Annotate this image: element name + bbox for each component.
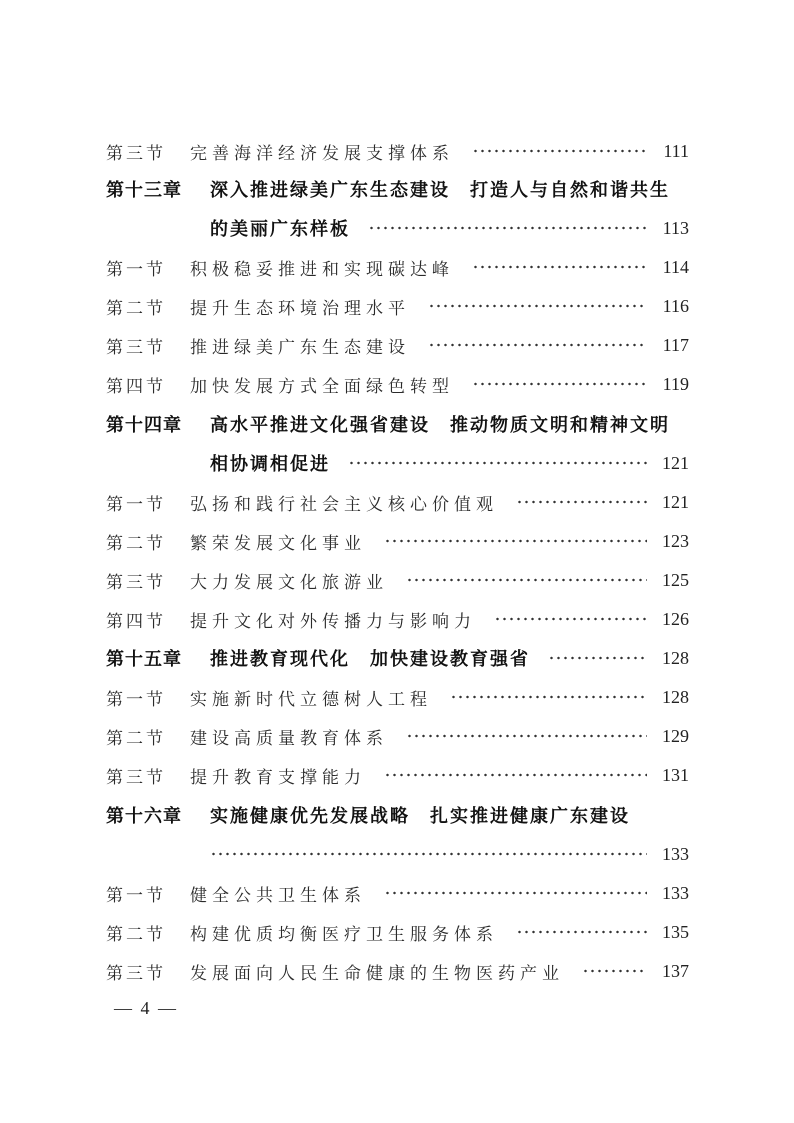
section-title: 大力发展文化旅游业 bbox=[190, 572, 388, 593]
toc-entry[interactable] bbox=[0, 915, 794, 949]
leader-dots bbox=[516, 500, 647, 504]
leader-dots bbox=[582, 969, 647, 973]
chapter-number: 第十六章 bbox=[106, 806, 182, 827]
toc-entry[interactable] bbox=[0, 602, 794, 636]
section-number: 第三节 bbox=[106, 337, 166, 358]
toc-entry[interactable] bbox=[0, 250, 794, 284]
section-title: 积极稳妥推进和实现碳达峰 bbox=[190, 259, 454, 280]
page-number: 113 bbox=[662, 217, 689, 238]
toc-entry[interactable] bbox=[0, 328, 794, 362]
toc-chapter-entry[interactable] bbox=[0, 641, 794, 675]
page-number: 128 bbox=[662, 647, 689, 668]
page-number: 137 bbox=[662, 960, 689, 981]
page-number: 133 bbox=[662, 882, 689, 903]
section-number: 第三节 bbox=[106, 767, 166, 788]
leader-dots bbox=[210, 852, 647, 856]
section-number: 第四节 bbox=[106, 376, 166, 397]
chapter-title: 高水平推进文化强省建设 推动物质文明和精神文明 bbox=[210, 415, 670, 436]
page-number: 135 bbox=[662, 921, 689, 942]
toc-entry[interactable] bbox=[0, 758, 794, 792]
leader-dots bbox=[384, 891, 647, 895]
leader-dots bbox=[516, 930, 647, 934]
page-number: 121 bbox=[662, 452, 689, 473]
section-title: 完善海洋经济发展支撑体系 bbox=[190, 143, 454, 164]
chapter-title-continuation: 的美丽广东样板 bbox=[210, 219, 350, 240]
section-number: 第三节 bbox=[106, 572, 166, 593]
toc-entry[interactable] bbox=[0, 719, 794, 753]
section-number: 第二节 bbox=[106, 298, 166, 319]
page-number: 116 bbox=[662, 295, 689, 316]
toc-entry[interactable] bbox=[0, 485, 794, 519]
chapter-title: 实施健康优先发展战略 扎实推进健康广东建设 bbox=[210, 806, 630, 827]
section-title: 弘扬和践行社会主义核心价值观 bbox=[190, 494, 498, 515]
leader-dots bbox=[428, 343, 647, 347]
section-title: 构建优质均衡医疗卫生服务体系 bbox=[190, 924, 498, 945]
toc-chapter-entry[interactable] bbox=[0, 172, 794, 206]
section-number: 第三节 bbox=[106, 963, 166, 984]
section-title: 推进绿美广东生态建设 bbox=[190, 337, 410, 358]
section-number: 第一节 bbox=[106, 885, 166, 906]
toc-chapter-continuation[interactable] bbox=[0, 837, 794, 871]
page-number: 111 bbox=[663, 140, 689, 161]
toc-entry[interactable] bbox=[0, 134, 794, 168]
toc-entry[interactable] bbox=[0, 876, 794, 910]
leader-dots bbox=[384, 773, 647, 777]
section-title: 提升教育支撑能力 bbox=[190, 767, 366, 788]
leader-dots bbox=[368, 226, 647, 230]
section-title: 健全公共卫生体系 bbox=[190, 885, 366, 906]
toc-chapter-continuation[interactable] bbox=[0, 211, 794, 245]
section-title: 提升文化对外传播力与影响力 bbox=[190, 611, 476, 632]
leader-dots bbox=[450, 695, 647, 699]
toc-entry[interactable] bbox=[0, 954, 794, 988]
chapter-number: 第十五章 bbox=[106, 649, 182, 670]
page-number: 129 bbox=[662, 725, 689, 746]
leader-dots bbox=[472, 265, 647, 269]
toc-entry[interactable] bbox=[0, 563, 794, 597]
page-number: 123 bbox=[662, 530, 689, 551]
section-title: 提升生态环境治理水平 bbox=[190, 298, 410, 319]
chapter-title: 推进教育现代化 加快建设教育强省 bbox=[210, 649, 530, 670]
page-number: 128 bbox=[662, 686, 689, 707]
section-title: 发展面向人民生命健康的生物医药产业 bbox=[190, 963, 564, 984]
section-number: 第一节 bbox=[106, 494, 166, 515]
chapter-title-continuation: 相协调相促进 bbox=[210, 454, 330, 475]
page-number: 121 bbox=[662, 491, 689, 512]
page-number: 125 bbox=[662, 569, 689, 590]
leader-dots bbox=[384, 539, 647, 543]
toc-entry[interactable] bbox=[0, 680, 794, 714]
leader-dots bbox=[406, 578, 647, 582]
page-number: 131 bbox=[662, 764, 689, 785]
leader-dots bbox=[472, 149, 647, 153]
page-number: 117 bbox=[662, 334, 689, 355]
section-title: 实施新时代立德树人工程 bbox=[190, 689, 432, 710]
page-number: 126 bbox=[662, 608, 689, 629]
toc-chapter-continuation[interactable] bbox=[0, 446, 794, 480]
toc-chapter-entry[interactable] bbox=[0, 407, 794, 441]
chapter-number: 第十三章 bbox=[106, 180, 182, 201]
toc-chapter-entry[interactable] bbox=[0, 798, 794, 832]
section-number: 第三节 bbox=[106, 143, 166, 164]
leader-dots bbox=[472, 382, 647, 386]
page-footer-number: — 4 — bbox=[114, 998, 178, 1018]
section-title: 建设高质量教育体系 bbox=[190, 728, 388, 749]
page-number: 119 bbox=[662, 373, 689, 394]
toc-entry[interactable] bbox=[0, 524, 794, 558]
toc-entry[interactable] bbox=[0, 367, 794, 401]
section-number: 第二节 bbox=[106, 533, 166, 554]
page-number: 114 bbox=[662, 256, 689, 277]
section-title: 加快发展方式全面绿色转型 bbox=[190, 376, 454, 397]
section-number: 第四节 bbox=[106, 611, 166, 632]
leader-dots bbox=[494, 617, 647, 621]
page-number: 133 bbox=[662, 843, 689, 864]
chapter-number: 第十四章 bbox=[106, 415, 182, 436]
leader-dots bbox=[428, 304, 647, 308]
section-number: 第二节 bbox=[106, 728, 166, 749]
chapter-title: 深入推进绿美广东生态建设 打造人与自然和谐共生 bbox=[210, 180, 670, 201]
leader-dots bbox=[406, 734, 647, 738]
leader-dots bbox=[548, 656, 647, 660]
section-number: 第一节 bbox=[106, 259, 166, 280]
section-title: 繁荣发展文化事业 bbox=[190, 533, 366, 554]
leader-dots bbox=[348, 461, 647, 465]
toc-entry[interactable] bbox=[0, 289, 794, 323]
section-number: 第二节 bbox=[106, 924, 166, 945]
section-number: 第一节 bbox=[106, 689, 166, 710]
